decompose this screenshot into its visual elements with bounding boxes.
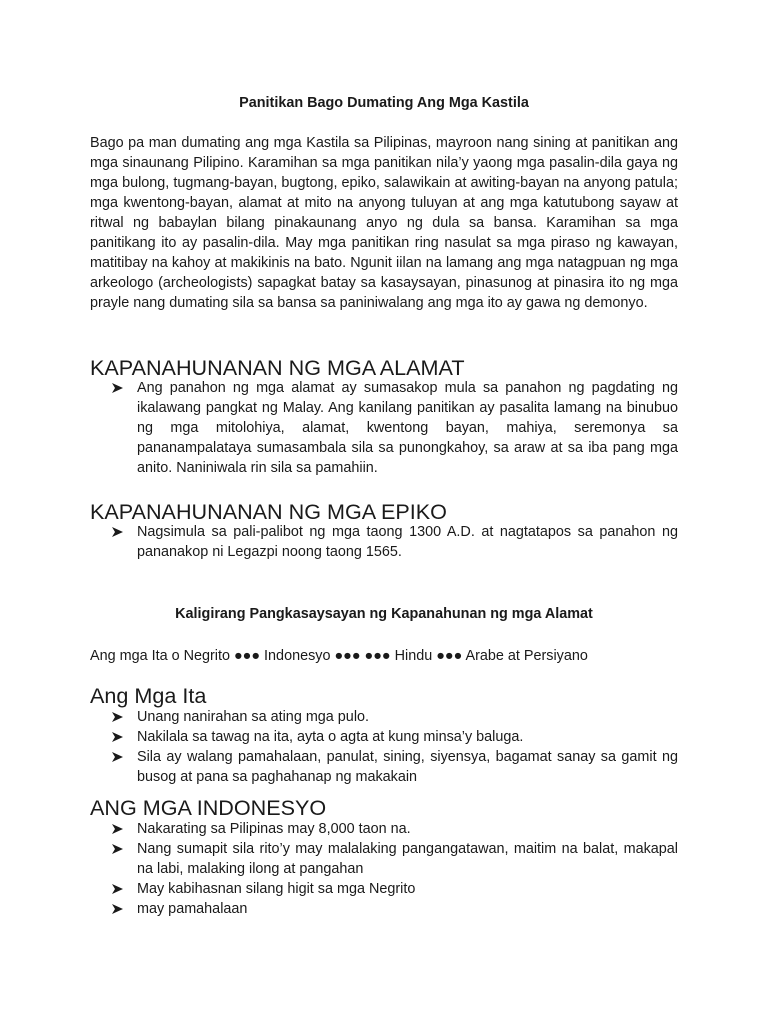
list-item-text: Nagsimula sa pali-palibot ng mga taong 1300 A.D. at nagtatapos sa panahon ng pananakop ni Legazpi noong taong 1565. <box>137 524 678 560</box>
list-item-text: may pamahalaan <box>137 901 248 917</box>
heading-alamat: KAPANAHUNANAN NG MGA ALAMAT <box>90 355 465 380</box>
arrowhead-bullet-icon <box>112 732 123 742</box>
list-item <box>112 819 678 839</box>
list-item-text: Sila ay walang pamahalaan, panulat, sining, siyensya, bagamat sanay sa gamit ng busog at pana sa paghahanap ng makakain <box>137 749 678 785</box>
list-item <box>112 707 678 727</box>
arrowhead-bullet-icon <box>112 884 123 894</box>
list-item-text: May kabihasnan silang higit sa mga Negrito <box>137 881 416 897</box>
arrowhead-bullet-icon <box>112 752 123 762</box>
arrowhead-bullet-icon <box>112 527 123 537</box>
list-item <box>112 839 678 879</box>
arrowhead-bullet-icon <box>112 712 123 722</box>
list-item-text: Nakarating sa Pilipinas may 8,000 taon na. <box>137 821 411 837</box>
arrowhead-bullet-icon <box>112 844 123 854</box>
list-epiko <box>112 522 678 562</box>
list-alamat <box>112 378 678 478</box>
arrowhead-bullet-icon <box>112 383 123 393</box>
list-item <box>112 522 678 562</box>
section-subtitle: Kaligirang Pangkasaysayan ng Kapanahunan ng mga Alamat <box>175 606 593 622</box>
arrowhead-bullet-icon <box>112 904 123 914</box>
intro-paragraph: Bago pa man dumating ang mga Kastila sa Pilipinas, mayroon nang sining at panitikan ang mga sinaunang Pilipino. Karamihan sa mga panitikan nila’y yaong mga pasalin-dila gaya ng mga bulong, tugmang-bayan, bugtong, epiko, salawikain at awiting-bayan na anyong patula; mga kwentong-bayan, alamat at mito na anyong tuluyan at ang mga katutubong sayaw at ritwal ng babaylan bilang pinakaunang anyo ng dula sa bansa. Karamihan sa mga panitikang ito ay pasalin-dila. May mga panitikan ring nasulat sa mga piraso ng kawayan, matitibay na kahoy at makikinis na bato. Ngunit iilan na lamang ang mga natagpuan ng mga arkeologo (archeologists) sapagkat batay sa kasaysayan, pinasunog at pinasira ito ng mga prayle nang dumating sila sa bansa sa paniniwalang ang mga ito ay gawa ng demonyo. <box>90 135 678 311</box>
list-item <box>112 378 678 478</box>
list-item-text: Unang nanirahan sa ating mga pulo. <box>137 709 370 725</box>
list-indonesyo <box>112 819 678 919</box>
list-item-text: Ang panahon ng mga alamat ay sumasakop mula sa panahon ng pagdating ng ikalawang pangkat ng Malay. Ang kanilang panitikan ay pasalita lamang na binubuo ng mga mitolohiya, alamat, kwentong bayan, mahiya, seremonya sa pananampalataya sumasambala sila sa punongkahoy, sa araw at sa iba pang mga anito. Naniniwala rin sila sa pamahiin. <box>137 380 678 476</box>
list-item-text: Nakilala sa tawag na ita, ayta o agta at kung minsa’y baluga. <box>137 729 524 745</box>
heading-epiko: KAPANAHUNANAN NG MGA EPIKO <box>90 499 447 524</box>
arrowhead-bullet-icon <box>112 824 123 834</box>
list-item <box>112 899 678 919</box>
heading-ita: Ang Mga Ita <box>90 683 207 708</box>
sequence-line: Ang mga Ita o Negrito ●●● Indonesyo ●●● ●●● Hindu ●●● Arabe at Persiyano <box>90 648 588 664</box>
list-item <box>112 747 678 787</box>
list-item-text: Nang sumapit sila rito’y may malalaking pangangatawan, maitim na balat, makapal na labi, malaking ilong at pangahan <box>137 841 678 877</box>
document-title: Panitikan Bago Dumating Ang Mga Kastila <box>239 95 529 111</box>
heading-indonesyo: ANG MGA INDONESYO <box>90 795 327 820</box>
list-item <box>112 879 678 899</box>
list-item <box>112 727 678 747</box>
list-ita <box>112 707 678 787</box>
